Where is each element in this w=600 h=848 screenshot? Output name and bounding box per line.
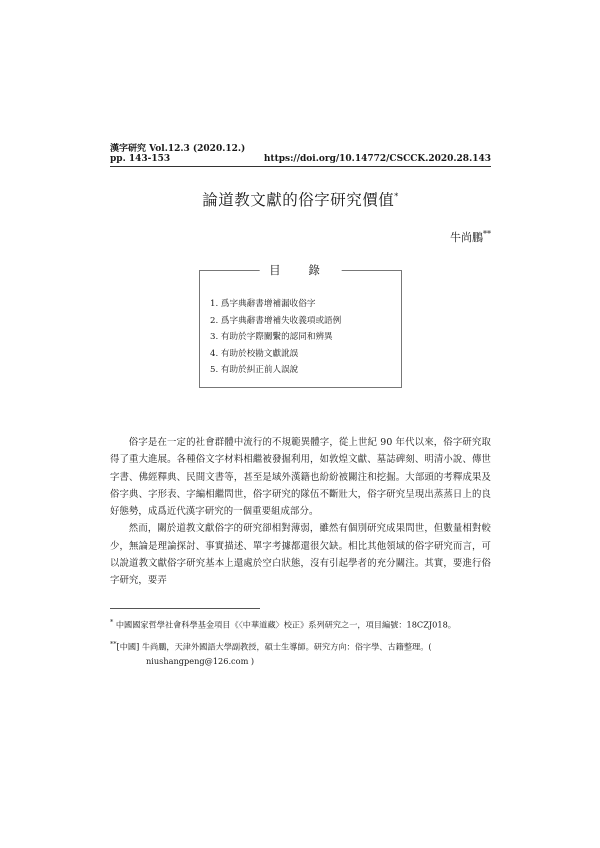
footnote-mark: **	[110, 640, 117, 649]
table-of-contents	[199, 263, 402, 388]
footnotes	[110, 615, 491, 674]
doi-link[interactable]: https://doi.org/10.14772/CSCCK.2020.28.143	[263, 154, 491, 164]
header-rule	[110, 166, 491, 167]
body-paragraph: 然而，關於道教文獻俗字的研究卻相對薄弱，雖然有個別研究成果問世，但數量相對較少，無論是理論探討、事實描述、單字考據都還很欠缺。相比其他領域的俗字研究而言，可以說道教文獻俗字研究基本上還處於空白狀態，沒有引起學者的充分關注。其實，要進行俗字研究，要弄	[110, 523, 491, 587]
title-text: 論道教文獻的俗字研究價值	[202, 191, 395, 209]
author-text: 牛尚鵬	[450, 231, 483, 244]
footnote-text: 中國國家哲學社會科學基金項目《〈中華道藏〉校正》系列研究之一，項目編號：18CZJ018。	[115, 619, 456, 630]
body-paragraph: 俗字是在一定的社會群體中流行的不規範異體字，從上世紀 90 年代以來，俗字研究取得了重大進展。各種俗文字材料相繼被發掘利用，如敦煌文獻、墓誌碑刻、明清小說、傳世字書、佛經釋典、民間文書等，甚至是域外漢籍也紛紛被關注和挖掘。大部頭的考釋成果及俗字典、字形表、字編相繼問世，俗字研究的隊伍不斷壯大，俗字研究呈現出蒸蒸日上的良好態勢，成爲近代漢字研究的一個重要組成部分。	[110, 437, 491, 518]
article-title	[110, 188, 491, 210]
toc-item[interactable]: 2. 爲字典辭書增補失收義項或語例	[210, 315, 342, 326]
title-footnote-mark[interactable]: *	[394, 191, 399, 201]
toc-item[interactable]: 4. 有助於校勘文獻訛誤	[210, 348, 299, 359]
toc-item[interactable]: 1. 爲字典辭書增補漏收俗字	[210, 299, 316, 309]
body-text	[110, 434, 491, 590]
footnote	[110, 637, 491, 669]
toc-heading: 目 錄	[259, 262, 342, 278]
journal-header: 漢字研究 Vol.12.3 (2020.12.)	[110, 144, 246, 154]
footnote-rule	[110, 608, 260, 609]
toc-item[interactable]: 5. 有助於糾正前人誤說	[210, 365, 299, 375]
footnote	[110, 615, 491, 632]
footnote-text: [中國] 牛尚鵬，天津外國語大學副教授，碩士生導師。研究方向：俗字學、古籍整理。( niushangpeng@126.com )	[116, 641, 432, 667]
footnote-mark: *	[110, 618, 114, 626]
author-name	[450, 229, 491, 245]
toc-item[interactable]: 3. 有助於字際關繫的認同和辨異	[210, 332, 333, 342]
page-range: pp. 143-153	[110, 154, 171, 164]
author-footnote-mark[interactable]: **	[483, 229, 491, 239]
toc-list	[210, 296, 341, 379]
